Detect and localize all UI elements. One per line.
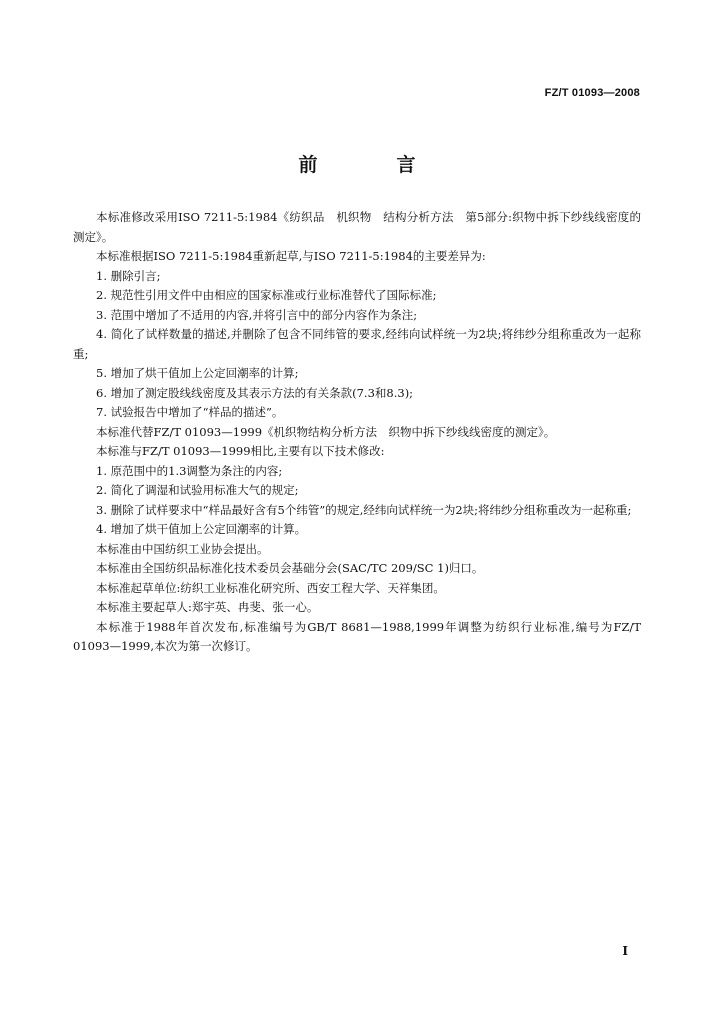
paragraph: 本标准修改采用ISO 7211-5:1984《纺织品 机织物 结构分析方法 第5部分:织物中拆下纱线线密度的测定》。 — [73, 210, 641, 244]
paragraph: 本标准主要起草人:郑宇英、冉斐、张一心。 — [96, 600, 319, 614]
foreword-body — [73, 208, 641, 657]
list-item: 4. 增加了烘干值加上公定回潮率的计算。 — [96, 522, 307, 536]
paragraph: 本标准与FZ/T 01093—1999相比,主要有以下技术修改: — [96, 444, 385, 458]
standard-code: FZ/T 01093—2008 — [544, 87, 640, 99]
paragraph: 本标准由全国纺织品标准化技术委员会基础分会(SAC/TC 209/SC 1)归口。 — [96, 561, 484, 575]
list-item: 2. 简化了调湿和试验用标准大气的规定; — [96, 483, 299, 497]
list-item: 1. 删除引言; — [96, 268, 161, 283]
list-item: 3. 删除了试样要求中“样品最好含有5个纬管”的规定,经纬向试样统一为2块;将纬纱分组称重改为一起称重; — [96, 502, 632, 517]
page-title: 前 言 — [298, 154, 446, 176]
list-item: 1. 原范围中的1.3调整为条注的内容; — [96, 463, 283, 478]
paragraph: 本标准起草单位:纺织工业标准化研究所、西安工程大学、天祥集团。 — [96, 580, 445, 595]
paragraph: 本标准于1988年首次发布,标准编号为GB/T 8681—1988,1999年调整为纺织行业标准,编号为FZ/T 01093—1999,本次为第一次修订。 — [73, 619, 641, 653]
page-number: I — [622, 944, 628, 958]
list-item: 5. 增加了烘干值加上公定回潮率的计算; — [96, 366, 299, 380]
list-item: 7. 试验报告中增加了“样品的描述”。 — [96, 405, 284, 419]
paragraph: 本标准由中国纺织工业协会提出。 — [96, 541, 269, 556]
list-item: 2. 规范性引用文件中由相应的国家标准或行业标准替代了国际标准; — [96, 288, 437, 302]
list-item: 4. 简化了试样数量的描述,并删除了包含不同纬管的要求,经纬向试样统一为2块;将纬纱分组称重改为一起称重; — [73, 327, 641, 361]
paragraph: 本标准根据ISO 7211-5:1984重新起草,与ISO 7211-5:1984的主要差异为: — [96, 249, 486, 263]
list-item: 3. 范围中增加了不适用的内容,并将引言中的部分内容作为条注; — [96, 307, 418, 322]
paragraph: 本标准代替FZ/T 01093—1999《机织物结构分析方法 织物中拆下纱线线密度的测定》。 — [96, 424, 556, 439]
list-item: 6. 增加了测定股线线密度及其表示方法的有关条款(7.3和8.3); — [96, 385, 414, 400]
